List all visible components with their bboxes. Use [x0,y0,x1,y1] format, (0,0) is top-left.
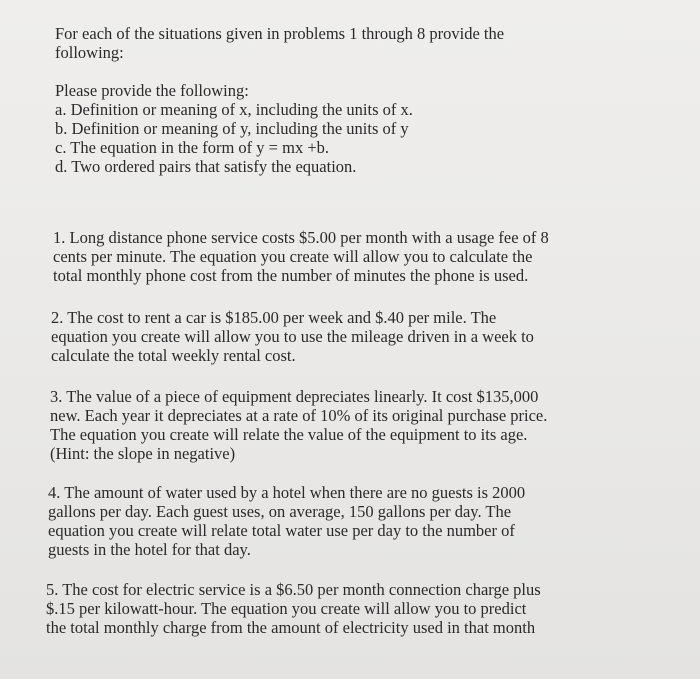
problem-line: guests in the hotel for that day. [48,540,251,559]
problem-line: the total monthly charge from the amount of electricity used in that month [46,618,536,637]
problem-line: $.15 per kilowatt-hour. The equation you create will allow you to predict [46,599,527,618]
problem-5 [46,580,541,637]
problem-line: 4. The amount of water used by a hotel when there are no guests is 2000 [48,483,526,502]
instruction-item-d: d. Two ordered pairs that satisfy the equation. [55,157,357,176]
problem-line: 1. Long distance phone service costs $5.00 per month with a usage fee of 8 [53,228,549,247]
problem-line: equation you create will relate total water use per day to the number of [48,521,515,540]
instruction-item-c: c. The equation in the form of y = mx +b. [55,138,329,157]
problem-line: calculate the total weekly rental cost. [51,346,296,365]
intro-line: following: [55,43,124,62]
problem-line: 2. The cost to rent a car is $185.00 per week and $.40 per mile. The [51,308,497,327]
problem-line: (Hint: the slope in negative) [50,444,236,463]
problem-2 [51,308,534,365]
problem-line: new. Each year it depreciates at a rate of 10% of its original purchase price. [50,406,548,425]
instructions-list [55,81,413,176]
intro-line: For each of the situations given in problems 1 through 8 provide the [55,24,505,43]
problem-line: The equation you create will relate the value of the equipment to its age. [50,425,528,444]
intro-paragraph [55,24,504,62]
problem-3 [50,387,547,463]
problem-line: equation you create will allow you to use the mileage driven in a week to [51,327,534,346]
instruction-item-b: b. Definition or meaning of y, including the units of y [55,119,409,138]
instructions-heading: Please provide the following: [55,81,249,100]
problem-line: 5. The cost for electric service is a $6.50 per month connection charge plus [46,580,541,599]
problem-line: cents per minute. The equation you create will allow you to calculate the [53,247,533,266]
problem-4 [48,483,525,559]
instruction-item-a: a. Definition or meaning of x, including the units of x. [55,100,413,119]
problem-line: gallons per day. Each guest uses, on average, 150 gallons per day. The [48,502,512,521]
problem-line: 3. The value of a piece of equipment depreciates linearly. It cost $135,000 [50,387,539,406]
problem-1 [53,228,549,285]
problem-line: total monthly phone cost from the number of minutes the phone is used. [53,266,529,285]
